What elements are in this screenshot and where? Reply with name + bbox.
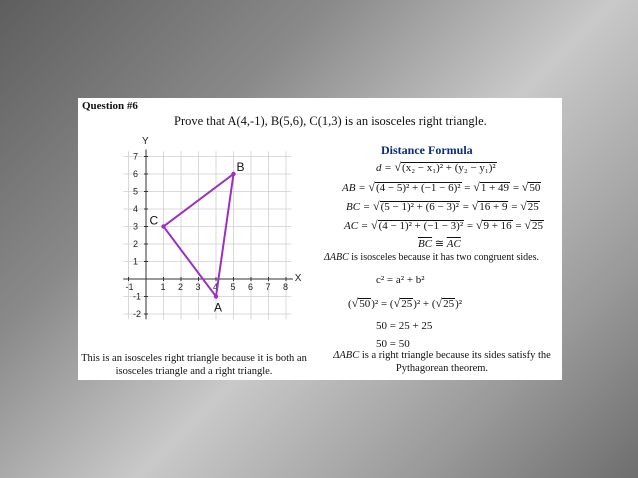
ab-result: 50 [529, 182, 541, 194]
x-tick-label: 3 [195, 282, 201, 292]
distance-formula: d = √(x₂ − x₁)² + (y₂ − y₁)² [376, 160, 496, 174]
bc-distance-equation: BC = √(5 − 1)² + (6 − 3)² = √16 + 9 = √25 [346, 199, 539, 213]
x-tick-label: 1 [160, 282, 166, 292]
x-tick-label: 4 [213, 282, 219, 292]
isosceles-statement [324, 252, 539, 263]
y-tick-label: 3 [133, 221, 139, 232]
ab-equals-2: = [512, 182, 520, 194]
coordinate-graph [106, 136, 306, 320]
pythagorean-substitution: (√50)² = (√25)² + (√25)² [348, 296, 463, 310]
y-tick-label: -1 [133, 291, 142, 302]
x-tick-label: -1 [125, 282, 134, 292]
right-triangle-statement [328, 349, 556, 375]
bc-radicand: (5 − 1)² + (6 − 3)² [380, 201, 459, 213]
x-tick-label: 7 [265, 282, 271, 292]
formula-lhs: d = [376, 162, 392, 174]
y-tick-label: 5 [133, 186, 139, 197]
distance-formula-title: Distance Formula [381, 143, 473, 157]
y-axis-label: Y [142, 136, 149, 147]
question-label: Question #6 [82, 100, 138, 112]
conclusion-text: This is an isosceles right triangle because it is both an isosceles triangle and a right triangle. [81, 353, 307, 377]
y-tick-label: -2 [133, 309, 142, 319]
paren-close: )² [455, 298, 463, 310]
ac-lhs: AC = [344, 220, 369, 232]
ac-radicand: (4 − 1)² + (−1 − 3)² [378, 220, 464, 232]
x-tick-label: 6 [248, 282, 254, 292]
bc-equals-2: = [511, 201, 518, 213]
ac-equals-2: = [515, 220, 522, 232]
y-tick-label: 7 [133, 151, 139, 162]
x-axis-label: X [294, 273, 302, 284]
y-tick-label: 2 [133, 239, 139, 249]
vertex-point-a [214, 294, 218, 298]
vertex-point-b [231, 172, 235, 176]
slide-content [78, 98, 562, 380]
bc-lhs: BC = [346, 201, 371, 213]
congruent-symbol: ≅ [434, 238, 445, 250]
x-tick-label: 8 [283, 282, 289, 292]
segment-bc: $\overline{BC}$ [418, 238, 433, 250]
ab-sum: 1 + 49 [480, 182, 510, 194]
subst-mid-2: )² + ( [413, 298, 436, 310]
pythagorean-step-1: 50 = 25 + 25 [376, 320, 433, 332]
triangle-name: ΔABC [324, 252, 349, 263]
ac-sum: 9 + 16 [483, 220, 512, 232]
paren-open: ( [348, 298, 352, 310]
subst-mid-1: )² = ( [371, 298, 394, 310]
ac-equals: = [466, 220, 474, 232]
subst-root-1: 50 [359, 298, 371, 310]
pythagorean-step-2: 50 = 50 [376, 338, 410, 350]
right-triangle-reason: is a right triangle because its sides satisfy the Pythagorean theorem. [361, 350, 551, 374]
vertex-label-a: A [214, 300, 223, 315]
subst-root-3: 25 [443, 298, 455, 310]
subst-root-2: 25 [401, 298, 413, 310]
pythagorean-formula: c² = a² + b² [376, 274, 425, 286]
problem-statement: Prove that A(4,-1), B(5,6), C(1,3) is an isosceles right triangle. [174, 114, 487, 128]
vertex-label-c: C [149, 213, 159, 228]
congruence-statement [418, 237, 461, 250]
x-tick-label: 2 [178, 282, 184, 292]
ac-result: 25 [531, 220, 543, 232]
y-tick-label: 1 [133, 256, 139, 267]
y-tick-label: 6 [133, 169, 139, 179]
y-tick-label: 4 [133, 204, 139, 214]
vertex-label-b: B [236, 160, 245, 174]
segment-ac: $\overline{AC}$ [446, 238, 461, 250]
x-tick-label: 5 [230, 282, 236, 292]
formula-radicand: (x₂ − x₁)² + (y₂ − y₁)² [402, 162, 496, 174]
isosceles-reason: is isosceles because it has two congruent sides. [351, 252, 539, 263]
ab-distance-equation: AB = √(4 − 5)² + (−1 − 6)² = √1 + 49 = √50 [342, 180, 541, 194]
ab-radicand: (4 − 5)² + (−1 − 6)² [375, 182, 461, 194]
ab-lhs: AB = [342, 182, 366, 194]
ac-distance-equation: AC = √(4 − 1)² + (−1 − 3)² = √9 + 16 = √25 [344, 218, 543, 232]
bc-sum: 16 + 9 [479, 201, 508, 213]
bc-result: 25 [527, 201, 539, 213]
vertex-point-c [161, 224, 165, 228]
ab-equals: = [464, 182, 471, 194]
triangle-name-2: ΔABC [333, 350, 360, 361]
bc-equals: = [462, 201, 469, 213]
